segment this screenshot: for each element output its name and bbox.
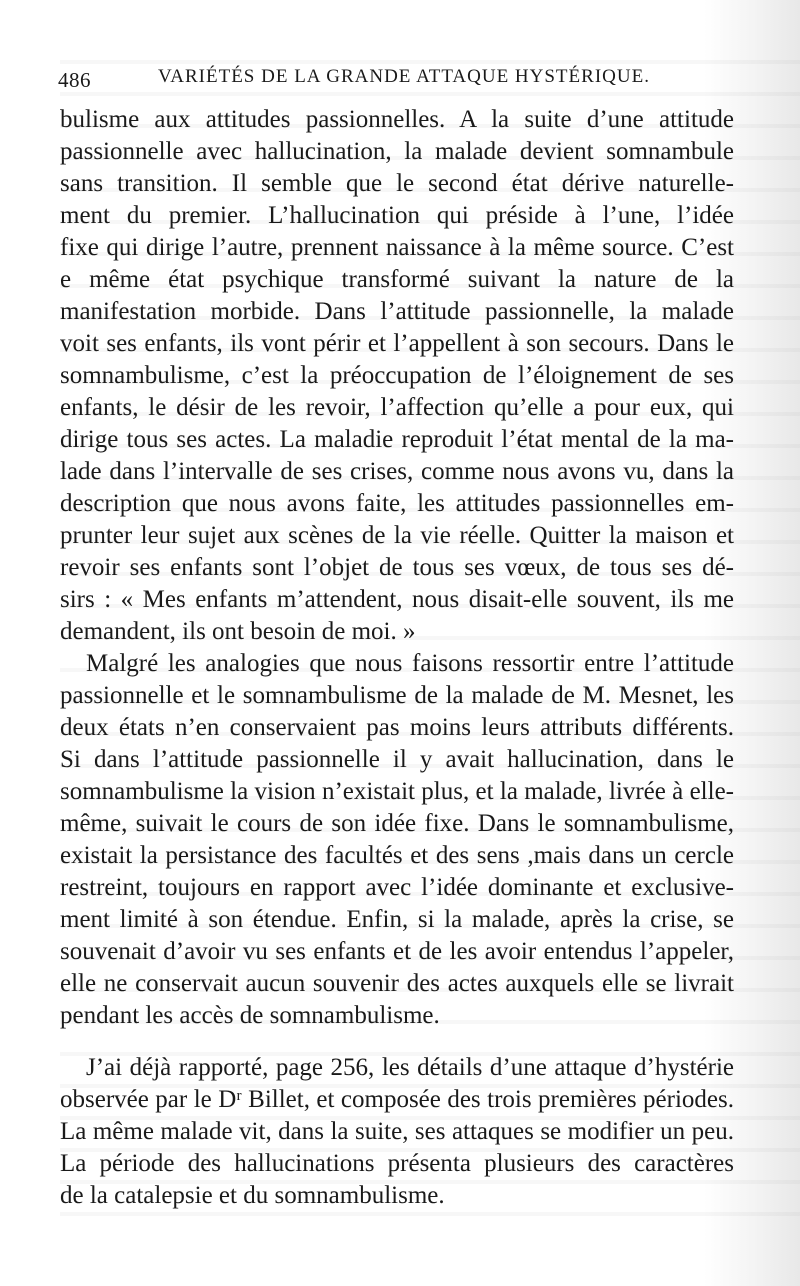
text-line: voit ses enfants, ils vont périr et l’appellent à son secours. Dans le — [60, 330, 734, 357]
text-line: dirige tous ses actes. La maladie reproduit l’état mental de la ma- — [60, 426, 734, 453]
text-line: somnambulisme la vision n’existait plus, et la malade, livrée à elle- — [60, 778, 734, 805]
text-line: existait la persistance des facultés et des sens ,mais dans un cercle — [60, 842, 734, 869]
text-line: ment du premier. L’hallucination qui préside à l’une, l’idée — [60, 202, 734, 229]
text-line: e même état psychique transformé suivant la nature de la — [60, 266, 734, 293]
text-line: sirs : « Mes enfants m’attendent, nous disait-elle souvent, ils me — [60, 586, 734, 613]
text-line: La période des hallucinations présenta plusieurs des caractères — [60, 1150, 734, 1177]
text-line: sans transition. Il semble que le second état dérive naturelle- — [60, 170, 734, 197]
text-line: ment limité à son étendue. Enfin, si la malade, après la crise, se — [60, 906, 734, 933]
paragraph-2 — [60, 648, 734, 1032]
text-line: Si dans l’attitude passionnelle il y avait hallucination, dans le — [60, 746, 734, 773]
text-line: passionnelle avec hallucination, la malade devient somnambule — [60, 138, 734, 165]
text-line: même, suivait le cours de son idée fixe. Dans le somnambulisme, — [60, 810, 734, 837]
text-line: prunter leur sujet aux scènes de la vie réelle. Quitter la maison et — [60, 522, 734, 549]
paragraph-3 — [60, 1052, 734, 1212]
page-header — [58, 62, 718, 92]
text-line: J’ai déjà rapporté, page 256, les détails d’une attaque d’hystérie — [86, 1054, 734, 1081]
text-line: enfants, le désir de les revoir, l’affection qu’elle a pour eux, qui — [60, 394, 734, 421]
text-line: demandent, ils ont besoin de moi. » — [60, 618, 416, 645]
text-line: description que nous avons faite, les attitudes passionnelles em- — [60, 490, 734, 517]
paragraph-1 — [60, 104, 734, 648]
text-line: deux états n’en conservaient pas moins leurs attributs différents. — [60, 714, 734, 741]
text-line: observée par le Dʳ Billet, et composée des trois premières périodes. — [60, 1086, 734, 1113]
text-line: restreint, toujours en rapport avec l’idée dominante et exclusive- — [60, 874, 734, 901]
text-line: La même malade vit, dans la suite, ses attaques se modifier un peu. — [60, 1118, 734, 1145]
paragraph-gap — [60, 1032, 734, 1052]
text-line: lade dans l’intervalle de ses crises, comme nous avons vu, dans la — [60, 458, 734, 485]
text-line: Malgré les analogies que nous faisons ressortir entre l’attitude — [86, 650, 734, 677]
text-line: elle ne conservait aucun souvenir des actes auxquels elle se livrait — [60, 970, 734, 997]
text-line: pendant les accès de somnambulisme. — [60, 1002, 440, 1029]
text-line: somnambulisme, c’est la préoccupation de l’éloignement de ses — [60, 362, 734, 389]
text-line: bulisme aux attitudes passionnelles. A la suite d’une attitude — [60, 106, 734, 133]
text-line: fixe qui dirige l’autre, prennent naissance à la même source. C’est — [60, 234, 734, 261]
body-text — [60, 104, 734, 1212]
text-line: souvenait d’avoir vu ses enfants et de les avoir entendus l’appeler, — [60, 938, 734, 965]
running-head: VARIÉTÉS DE LA GRANDE ATTAQUE HYSTÉRIQUE. — [158, 66, 650, 87]
page-number: 486 — [58, 68, 91, 92]
text-line: passionnelle et le somnambulisme de la malade de M. Mesnet, les — [60, 682, 734, 709]
text-line: manifestation morbide. Dans l’attitude passionnelle, la malade — [60, 298, 734, 325]
text-line: revoir ses enfants sont l’objet de tous ses vœux, de tous ses dé- — [60, 554, 734, 581]
text-line: de la catalepsie et du somnambulisme. — [60, 1182, 445, 1209]
